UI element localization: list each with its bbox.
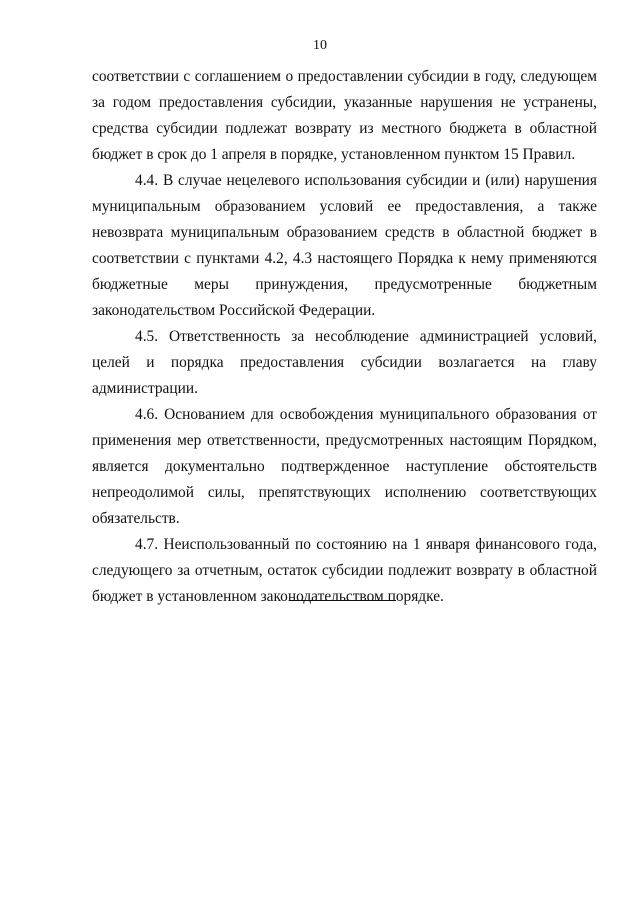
paragraph-continuation: соответствии с соглашением о предоставлении субсидии в году, следующем за годом предоставления субсидии, указанные нарушения не устранены, средства субсидии подлежат возврату из местного бюджета в областной бюджет в срок до 1 апреля в порядке, установленном пунктом 15 Правил. [92, 68, 597, 163]
paragraph-4-4: 4.4. В случае нецелевого использования субсидии и (или) нарушения муниципальным образованием условий ее предоставления, а также невозврата муниципальным образованием средств в областной бюджет в соответствии с пунктами 4.2, 4.3 настоящего Порядка к нему применяются бюджетные меры принуждения, предусмотренные бюджетным законодательством Российской Федерации. [92, 172, 597, 319]
end-divider-line [289, 600, 396, 601]
paragraph-4-5: 4.5. Ответственность за несоблюдение администрацией условий, целей и порядка предоставления субсидии возлагается на главу администрации. [92, 328, 597, 397]
page-number: 10 [313, 38, 327, 53]
paragraph-4-7: 4.7. Неиспользованный по состоянию на 1 января финансового года, следующего за отчетным, остаток субсидии подлежит возврату в областной бюджет в установленном законодательством порядке. [92, 536, 597, 605]
paragraph-4-6: 4.6. Основанием для освобождения муниципального образования от применения мер ответственности, предусмотренных настоящим Порядком, является документально подтвержденное наступление обстоятельств непреодолимой силы, препятствующих исполнению соответствующих обязательств. [92, 406, 597, 527]
document-body [92, 64, 597, 610]
